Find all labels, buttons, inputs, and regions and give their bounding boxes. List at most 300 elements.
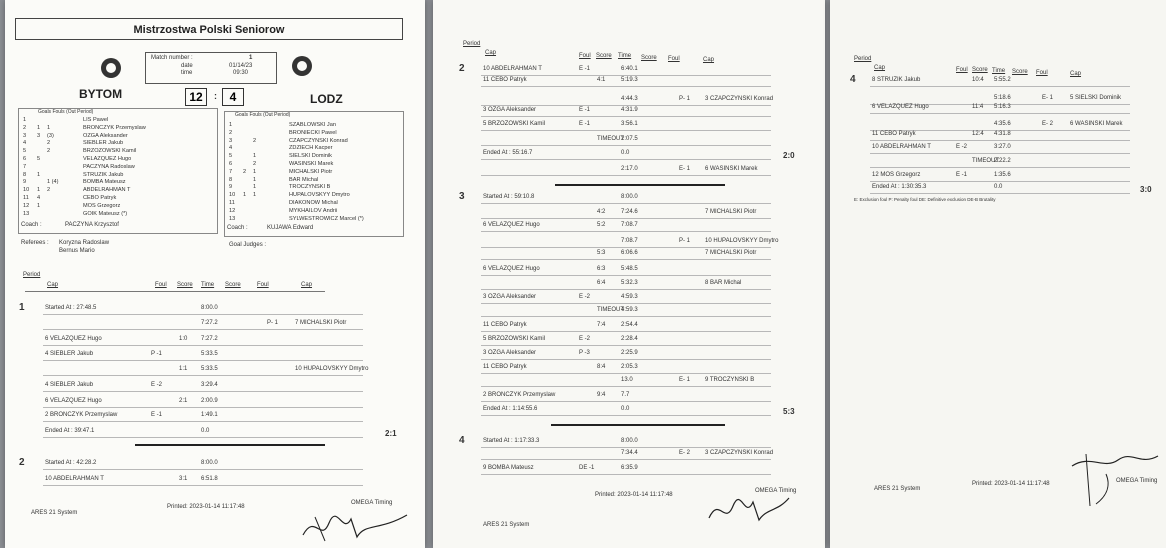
player-fouls: 1 [253, 168, 257, 175]
event-row-rule [481, 459, 771, 460]
event-time: 2:28.4 [621, 336, 638, 342]
event-row-rule [481, 247, 771, 248]
cap-header: Cap [874, 65, 886, 71]
player-fouls: 2 [253, 137, 257, 144]
cap-header-2: Cap [1070, 71, 1082, 77]
event-row-rule [481, 331, 771, 332]
event-time: 7:27.2 [201, 336, 218, 342]
player-number: 8 [229, 176, 233, 183]
event-home-player: Ended At : 1:14:55.6 [483, 406, 538, 412]
player-number: 13 [229, 215, 236, 222]
event-score: 9:4 [597, 392, 606, 398]
home-roster-header: Goals Fouls (Out Period) [38, 109, 94, 115]
event-home-player: 10 ABDELRAHMAN T [483, 66, 542, 72]
event-row-rule [481, 175, 771, 176]
player-name: CEBO Patryk [83, 195, 117, 201]
event-row-rule [481, 303, 771, 304]
event-home-foul: E -1 [956, 172, 968, 178]
score-header-2: Score [641, 55, 657, 61]
player-number: 2 [23, 124, 27, 131]
away-team-name: LODZ [310, 92, 343, 106]
event-row-rule [870, 113, 1130, 114]
event-home-player: 10 ABDELRAHMAN T [45, 476, 104, 482]
period-header: Period [854, 56, 872, 62]
footer-system: ARES 21 System [874, 486, 921, 492]
event-home-player: 6 VELAZQUEZ Hugo [45, 336, 102, 342]
event-score: TIMEOUT [972, 158, 999, 164]
event-away-player: 9 TROCZYNSKI B [705, 377, 755, 383]
header-rule [25, 291, 325, 292]
event-time: 5:55.2 [994, 77, 1011, 83]
event-time: 2:22.2 [994, 158, 1011, 164]
event-time: 7:27.2 [201, 320, 218, 326]
event-score: 8:4 [597, 364, 606, 370]
footer-printed: Printed: 2023-01-14 11:17:48 [595, 492, 673, 498]
period-number: 2 [19, 457, 25, 468]
event-score: 1:1 [179, 366, 188, 372]
event-home-player: 6 VELAZQUEZ Hugo [483, 266, 540, 272]
player-goals: 4 [37, 195, 41, 201]
event-score: 7:4 [597, 322, 606, 328]
player-name: VELAZQUEZ Hugo [83, 156, 132, 162]
event-home-player: 2 BRONCZYK Przemyslaw [483, 392, 556, 398]
player-number: 10 [23, 187, 30, 194]
home-team-score: 12 [185, 88, 207, 106]
event-home-player: 3 OZGA Aleksander [483, 294, 537, 300]
player-number: 3 [23, 132, 27, 139]
period-header: Period [23, 272, 41, 278]
event-time: 6:51.8 [201, 476, 218, 482]
player-name: GOIK Mateusz (*) [83, 210, 128, 217]
event-time: 7:34.4 [621, 450, 638, 456]
event-row-rule [481, 386, 771, 387]
event-row-rule [43, 345, 363, 346]
event-row-rule [481, 231, 771, 232]
event-score: 5:3 [597, 250, 606, 256]
event-row-rule [43, 314, 363, 315]
player-goals: 2 [243, 168, 247, 175]
player-fouls: 1 [253, 153, 257, 160]
event-row-rule [481, 130, 771, 131]
footer-system: ARES 21 System [483, 522, 530, 528]
event-score: 2:1 [179, 398, 188, 404]
event-row-rule [481, 116, 771, 117]
event-time: 6:06.6 [621, 250, 638, 256]
period-number: 1 [19, 302, 25, 313]
event-time: 6:40.1 [621, 66, 638, 72]
event-away-player: 7 MICHALSKI Piotr [295, 320, 347, 326]
event-row-rule [870, 86, 1130, 87]
event-time: 0.0 [621, 150, 630, 156]
event-home-foul: E -2 [579, 294, 591, 300]
event-time: 7:08.7 [621, 222, 638, 228]
event-time: 2:00.9 [201, 398, 218, 404]
event-time: 2:17.0 [621, 166, 638, 172]
match-time: 09:30 [233, 70, 249, 76]
event-home-foul: E -2 [151, 382, 163, 388]
event-score: 3:1 [179, 476, 188, 482]
event-time: 4:31.8 [994, 131, 1011, 137]
event-home-foul: E -1 [579, 66, 591, 72]
period-score: 2:0 [783, 151, 795, 160]
foul-header: Foul [579, 53, 591, 59]
event-home-player: 8 STRUZIK Jakub [872, 77, 921, 83]
event-row-rule [870, 140, 1130, 141]
event-row-rule [481, 218, 771, 219]
player-fouls: 2 [47, 187, 51, 194]
cap-header: Cap [47, 282, 59, 288]
event-time: 2:07.5 [621, 136, 638, 142]
period-separator [135, 444, 325, 446]
event-time: 3:27.0 [994, 144, 1011, 150]
event-home-player: 11 CEBO Patryk [483, 322, 527, 328]
event-away-player: 5 SIELSKI Dominik [1070, 95, 1122, 101]
player-number: 9 [229, 184, 233, 191]
signature-icon [295, 505, 415, 545]
player-goals: 1 [37, 202, 41, 209]
event-away-foul: E- 2 [1042, 121, 1054, 127]
event-home-player: 12 MOS Grzegorz [872, 172, 921, 178]
event-row-rule [870, 167, 1130, 168]
event-score: 12:4 [972, 131, 984, 137]
player-goals: 1 [37, 124, 41, 131]
event-score: TIMEOUT [597, 307, 624, 313]
player-name: BAR Michal [289, 176, 319, 183]
player-number: 6 [229, 161, 233, 167]
period-separator [555, 184, 725, 186]
event-score: 11:4 [972, 104, 984, 110]
event-away-player: 7 MICHALSKI Piotr [705, 209, 757, 215]
player-number: 4 [229, 145, 233, 152]
player-number: 1 [229, 122, 233, 128]
footer-timing: OMEGA Timing [1116, 478, 1158, 484]
away-coach: KUJAWA Edward [267, 225, 314, 231]
event-row-rule [481, 275, 771, 276]
event-time: 0.0 [994, 184, 1003, 190]
event-home-player: 4 SIEBLER Jakub [45, 351, 94, 357]
score-header-2: Score [1012, 69, 1028, 75]
event-row-rule [481, 401, 771, 402]
player-name: BRONCZYK Przemyslaw [83, 124, 146, 131]
event-away-foul: P- 1 [267, 320, 279, 326]
event-row-rule [870, 153, 1130, 154]
player-number: 4 [23, 140, 27, 147]
event-time: 7:08.7 [621, 238, 638, 244]
player-name: PACZYNA Radoslaw [83, 163, 135, 170]
event-row-rule [43, 437, 363, 438]
event-score: 5:2 [597, 222, 606, 228]
event-time: 5:33.5 [201, 366, 218, 372]
event-home-player: 4 SIEBLER Jakub [45, 382, 94, 388]
period-score: 2:1 [385, 429, 397, 438]
event-away-foul: E- 1 [679, 166, 691, 172]
player-number: 6 [23, 156, 27, 162]
event-home-player: 2 BRONCZYK Przemyslaw [45, 412, 118, 418]
event-row-rule [481, 75, 771, 76]
event-row-rule [870, 181, 1130, 182]
home-coach: PACZYNA Krzysztof [65, 222, 119, 228]
player-fouls: 2 [47, 148, 51, 155]
player-fouls: 2 [47, 140, 51, 147]
event-row-rule [481, 474, 771, 475]
event-time: 7:24.6 [621, 209, 638, 215]
event-time: 2:05.3 [621, 364, 638, 370]
event-away-foul: E- 2 [679, 450, 691, 456]
score-sheet-page-2 [433, 0, 825, 548]
referee-1: Koryzna Radoslaw [59, 240, 110, 246]
match-number-label: Match number : [151, 55, 193, 61]
player-fouls: 1 [253, 176, 257, 183]
score-header: Score [972, 67, 988, 73]
player-goals: 3 [37, 132, 41, 139]
event-time: 7.7 [621, 392, 630, 398]
event-home-player: Started At : 59:10.8 [483, 194, 535, 200]
period-number: 3 [459, 191, 465, 202]
event-row-rule [481, 345, 771, 346]
event-row-rule [43, 469, 363, 470]
period-score: 3:0 [1140, 185, 1152, 194]
goal-judges-label: Goal Judges : [229, 242, 267, 248]
player-name: HUPALOVSKYY Dmytro [289, 192, 350, 199]
player-number: 5 [229, 153, 233, 160]
event-home-foul: E -1 [151, 412, 163, 418]
event-home-foul: P -1 [151, 351, 162, 357]
event-time: 5:32.3 [621, 280, 638, 286]
player-name: SYLWESTROWICZ Marcel (*) [289, 215, 364, 222]
event-time: 1:35.6 [994, 172, 1011, 178]
player-number: 3 [229, 137, 233, 144]
player-goals: 1 [243, 192, 247, 199]
player-name: MYKHAILOV Andrii [289, 207, 338, 214]
away-coach-label: Coach : [227, 225, 248, 231]
match-date: 01/14/23 [229, 63, 253, 69]
player-number: 1 [23, 117, 27, 123]
player-name: ABDELRAHMAN T [83, 187, 131, 194]
away-team-logo-icon [292, 56, 312, 76]
player-name: SIELSKI Dominik [289, 153, 332, 160]
player-number: 7 [229, 168, 233, 175]
event-row-rule [481, 145, 771, 146]
player-fouls: 1 (4) [47, 179, 59, 186]
player-number: 12 [23, 202, 30, 209]
player-name: BRONIECKI Pawel [289, 129, 337, 136]
player-name: DIAKONOW Michal [289, 200, 338, 206]
event-row-rule [43, 375, 363, 376]
event-score: 4:2 [597, 209, 606, 215]
period-score: 5:3 [783, 407, 795, 416]
event-home-player: 10 ABDELRAHMAN T [872, 144, 931, 150]
period-header: Period [463, 41, 481, 47]
event-time: 5:33.5 [201, 351, 218, 357]
match-number: 1 [249, 55, 253, 61]
event-away-player: 7 MICHALSKI Piotr [705, 250, 757, 256]
event-row-rule [43, 407, 363, 408]
event-time: 2:54.4 [621, 322, 638, 328]
event-row-rule [43, 391, 363, 392]
event-away-foul: E- 1 [1042, 95, 1054, 101]
period-number: 4 [459, 435, 465, 446]
player-number: 8 [23, 171, 27, 178]
event-score: 6:4 [597, 280, 606, 286]
event-row-rule [43, 421, 363, 422]
foul-header: Foul [956, 67, 968, 73]
player-goals: 1 [37, 171, 41, 178]
event-time: 5:18.6 [994, 95, 1011, 101]
player-fouls: 1 [47, 124, 51, 131]
event-home-foul: DE -1 [579, 465, 595, 471]
player-fouls: 2 [253, 161, 257, 167]
event-away-foul: P- 1 [679, 96, 691, 102]
score-header: Score [596, 53, 612, 59]
event-score: 6:3 [597, 266, 606, 272]
foul-header: Foul [155, 282, 167, 288]
event-time: 2:25.9 [621, 350, 638, 356]
player-name: STRUZIK Jakub [83, 171, 124, 178]
event-time: 8:00.0 [621, 438, 638, 444]
event-away-player: 3 CZAPCZYNSKI Konrad [705, 96, 774, 102]
event-home-player: 5 BRZOZOWSKI Kamil [483, 336, 546, 342]
event-time: 3:29.4 [201, 382, 218, 388]
event-home-foul: E -2 [956, 144, 968, 150]
event-row-rule [481, 373, 771, 374]
time-header: Time [201, 282, 215, 288]
event-away-foul: P- 1 [679, 238, 691, 244]
event-row-rule [43, 485, 363, 486]
event-row-rule [481, 159, 771, 160]
event-time: 4:44.3 [621, 96, 638, 102]
event-home-foul: E -1 [579, 121, 591, 127]
event-home-player: 6 VELAZQUEZ Hugo [872, 104, 929, 110]
event-row-rule [870, 193, 1130, 194]
event-time: 5:48.5 [621, 266, 638, 272]
event-time: 1:49.1 [201, 412, 218, 418]
event-home-player: Ended At : 55:16.7 [483, 150, 533, 156]
tournament-title: Mistrzostwa Polski Seniorow [133, 24, 285, 36]
period-number: 4 [850, 74, 856, 85]
player-name: WASINSKI Marek [289, 161, 334, 167]
event-row-rule [481, 203, 771, 204]
date-label: date [181, 63, 193, 69]
score-separator: : [214, 91, 217, 101]
event-home-foul: P -3 [579, 350, 590, 356]
home-team-name: BYTOM [79, 87, 123, 101]
footer-timing: OMEGA Timing [755, 488, 797, 494]
event-away-player: 8 BAR Michal [705, 280, 742, 286]
footer-system: ARES 21 System [31, 510, 78, 516]
event-away-foul: E- 1 [679, 377, 691, 383]
event-score: 1:0 [179, 336, 188, 342]
event-time: 13.0 [621, 377, 633, 383]
event-home-player: Ended At : 39:47.1 [45, 428, 95, 434]
event-home-player: 3 OZGA Aleksander [483, 107, 537, 113]
player-number: 12 [229, 207, 236, 214]
event-away-player: 6 WASINSKI Marek [1070, 121, 1123, 127]
player-number: 11 [23, 195, 29, 201]
event-score: TIMEOUT [597, 136, 624, 142]
footer-printed: Printed: 2023-01-14 11:17:48 [167, 504, 245, 510]
player-name: OZGA Aleksander [83, 132, 128, 139]
foul-header-2: Foul [668, 56, 680, 62]
event-home-player: 6 VELAZQUEZ Hugo [483, 222, 540, 228]
event-row-rule [481, 289, 771, 290]
player-name: BOMBA Mateusz [83, 179, 126, 186]
period-number: 2 [459, 63, 465, 74]
event-row-rule [43, 360, 363, 361]
event-away-player: 10 HUPALOVSKYY Dmytro [705, 238, 779, 244]
event-home-player: 6 VELAZQUEZ Hugo [45, 398, 102, 404]
event-away-player: 3 CZAPCZYNSKI Konrad [705, 450, 774, 456]
player-number: 11 [229, 200, 235, 206]
cap-header-2: Cap [703, 57, 715, 63]
event-time: 8:00.0 [201, 460, 218, 466]
referee-2: Bernus Mario [59, 248, 95, 254]
player-fouls: 1 [253, 184, 257, 191]
referees-label: Referees : [21, 240, 49, 246]
event-row-rule [481, 105, 771, 106]
away-roster-header: Goals Fouls (Out Period) [235, 112, 291, 118]
event-score: 4:1 [597, 77, 606, 83]
score-header-2: Score [225, 282, 241, 288]
event-time: 8:00.0 [621, 194, 638, 200]
player-name: MOS Grzegorz [83, 202, 121, 209]
event-time: 5:16.3 [994, 104, 1011, 110]
event-time: 4:59.3 [621, 294, 638, 300]
signature-icon [1066, 444, 1162, 510]
event-row-rule [43, 329, 363, 330]
home-team-logo-icon [101, 58, 121, 78]
cap-header-2: Cap [301, 282, 313, 288]
event-time: 6:35.9 [621, 465, 638, 471]
player-goals: 1 [37, 187, 41, 194]
player-name: SZABLOWSKI Jan [289, 122, 336, 128]
score-sheet-page-3 [830, 0, 1166, 548]
time-header: Time [992, 68, 1006, 74]
event-row-rule [481, 415, 771, 416]
event-row-rule [481, 359, 771, 360]
event-time: 3:56.1 [621, 121, 638, 127]
event-home-player: Started At : 1:17:33.3 [483, 438, 540, 444]
event-row-rule [481, 86, 771, 87]
player-name: LIS Pawel [83, 117, 109, 123]
event-home-foul: E -2 [579, 336, 591, 342]
player-number: 7 [23, 163, 27, 170]
event-time: 4:59.3 [621, 307, 638, 313]
event-row-rule [481, 447, 771, 448]
event-home-player: Started At : 27:48.5 [45, 305, 97, 311]
player-fouls: 1 [253, 192, 257, 199]
event-away-player: 6 WASINSKI Marek [705, 166, 758, 172]
time-label: time [181, 70, 193, 76]
signature-icon [703, 490, 793, 530]
player-name: CZAPCZYNSKI Konrad [289, 137, 348, 144]
event-score: 10:4 [972, 77, 984, 83]
event-time: 4:31.9 [621, 107, 638, 113]
event-home-player: 9 BOMBA Mateusz [483, 465, 534, 471]
player-name: ZDZIECH Kacper [289, 145, 333, 152]
footer-timing: OMEGA Timing [351, 500, 393, 506]
player-name: SIEBLER Jakub [83, 140, 124, 147]
event-time: 8:00.0 [201, 305, 218, 311]
event-home-player: Ended At : 1:30:35.3 [872, 184, 927, 190]
tournament-title-box [15, 18, 403, 40]
foul-header-2: Foul [1036, 70, 1048, 76]
event-time: 4:35.6 [994, 121, 1011, 127]
event-away-player: 10 HUPALOVSKYY Dmytro [295, 366, 369, 372]
event-home-player: 11 CEBO Patryk [483, 364, 527, 370]
event-home-player: 11 CEBO Patryk [483, 77, 527, 83]
event-time: 0.0 [201, 428, 210, 434]
player-fouls: (3) [47, 132, 54, 139]
